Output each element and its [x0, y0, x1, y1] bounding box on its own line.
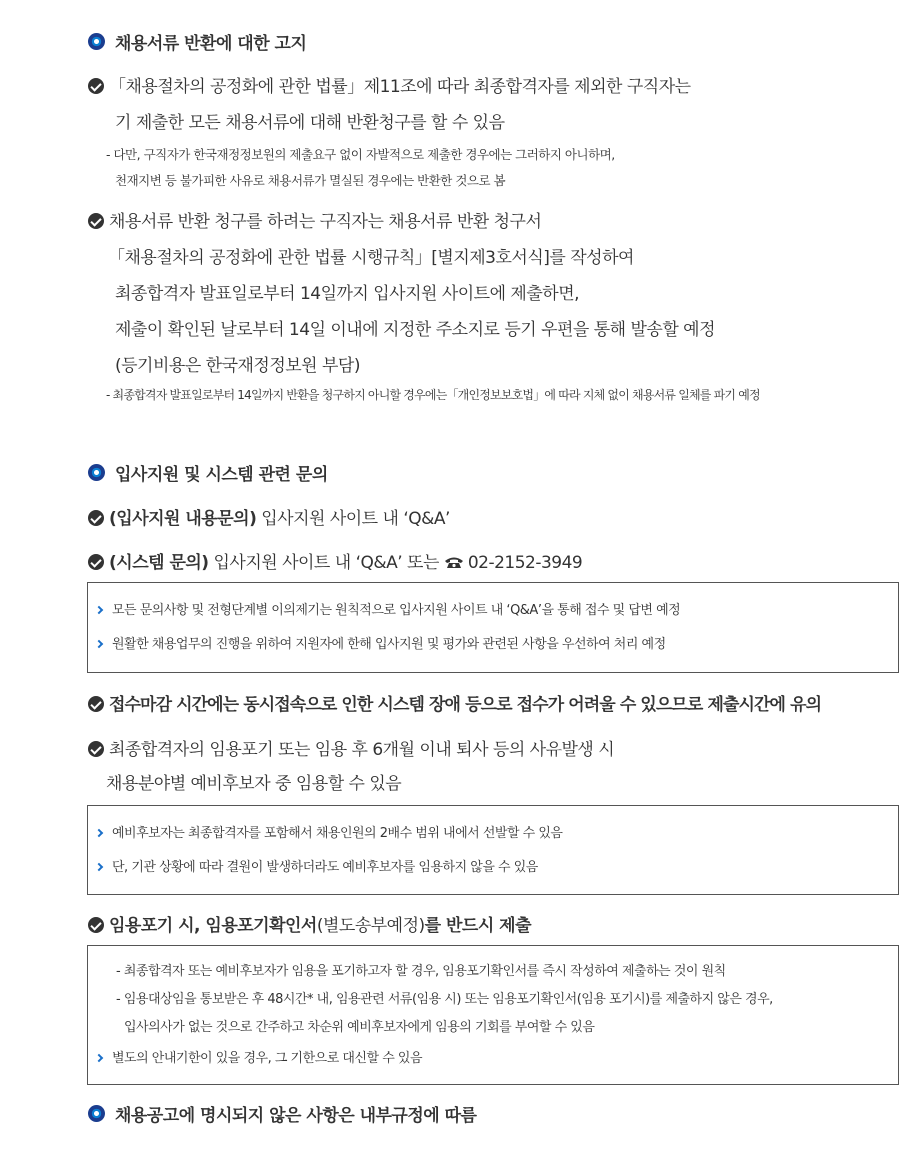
inquiry-content-line: (입사지원 내용문의) 입사지원 사이트 내 ‘Q&A’	[88, 504, 450, 529]
waiver-info-box	[87, 945, 899, 1085]
reserve-info-item-2: 단, 기관 상황에 따라 결원이 발생하더라도 예비후보자를 임용하지 않을 수 있음	[96, 856, 538, 875]
arrow-right-icon	[95, 640, 103, 648]
return-paragraph-2-line-1: 채용서류 반환 청구를 하려는 구직자는 채용서류 반환 청구서	[88, 207, 541, 232]
reserve-line-2: 채용분야별 예비후보자 중 임용할 수 있음	[106, 774, 402, 794]
return-paragraph-2-line-4: 제출이 확인된 날로부터 14일 이내에 지정한 주소지로 등기 우편을 통해 발송할 예정	[115, 320, 715, 340]
check-circle-icon	[88, 554, 104, 570]
return-paragraph-2-line-2: 「채용절차의 공정화에 관한 법률 시행규칙」[별지제3호서식]를 작성하여	[108, 248, 634, 268]
waiver-note-1: - 최종합격자 또는 예비후보자가 임용을 포기하고자 할 경우, 임용포기확인서를 즉시 작성하여 제출하는 것이 원칙	[116, 964, 726, 979]
reserve-info-item-1: 예비후보자는 최종합격자를 포함해서 채용인원의 2배수 범위 내에서 선발할 수 있음	[96, 822, 562, 841]
section-bullet-icon	[88, 1105, 105, 1122]
section-title-return-notice: 채용서류 반환에 대한 고지	[88, 29, 306, 54]
arrow-right-icon	[95, 829, 103, 837]
return-paragraph-1-line-1: 「채용절차의 공정화에 관한 법률」제11조에 따라 최종합격자를 제외한 구직자는	[88, 72, 691, 97]
check-circle-icon	[88, 917, 104, 933]
return-paragraph-2-line-3: 최종합격자 발표일로부터 14일까지 입사지원 사이트에 제출하면,	[115, 284, 580, 304]
return-paragraph-2-line-5: (등기비용은 한국재정정보원 부담)	[115, 356, 360, 376]
reserve-info-box	[87, 805, 899, 895]
return-destroy-note: - 최종합격자 발표일로부터 14일까지 반환을 청구하지 아니할 경우에는「개인정보보호법」에 따라 지체 없이 채용서류 일체를 파기 예정	[106, 388, 760, 402]
section-bullet-icon	[88, 33, 105, 50]
inquiry-info-box	[87, 582, 899, 673]
inquiry-info-item-1: 모든 문의사항 및 전형단계별 이의제기는 원칙적으로 입사지원 사이트 내 ‘Q&A’을 통해 접수 및 답변 예정	[96, 599, 680, 618]
waiver-arrow-item: 별도의 안내기한이 있을 경우, 그 기한으로 대신할 수 있음	[96, 1047, 422, 1066]
waiver-notice: 임용포기 시, 임용포기확인서(별도송부예정)를 반드시 제출	[88, 911, 531, 936]
check-circle-icon	[88, 510, 104, 526]
return-note-2: 천재지변 등 불가피한 사유로 채용서류가 멸실된 경우에는 반환한 것으로 봄	[115, 173, 506, 188]
inquiry-info-item-2: 원활한 채용업무의 진행을 위하여 지원자에 한해 입사지원 및 평가와 관련된 사항을 우선하여 처리 예정	[96, 633, 666, 652]
return-note-1: - 다만, 구직자가 한국재정정보원의 제출요구 없이 자발적으로 제출한 경우에는 그러하지 아니하며,	[106, 147, 615, 162]
reserve-line-1: 최종합격자의 임용포기 또는 임용 후 6개월 이내 퇴사 등의 사유발생 시	[88, 735, 614, 760]
waiver-note-2: - 임용대상임을 통보받은 후 48시간* 내, 임용관련 서류(임용 시) 또는 임용포기확인서(임용 포기시)를 제출하지 않은 경우,	[116, 992, 773, 1007]
check-circle-icon	[88, 78, 104, 94]
waiver-note-3: 입사의사가 없는 것으로 간주하고 차순위 예비후보자에게 임용의 기회를 부여할 수 있음	[124, 1020, 595, 1035]
section-title-internal-rules: 채용공고에 명시되지 않은 사항은 내부규정에 따름	[88, 1101, 476, 1126]
section-bullet-icon	[88, 464, 105, 481]
check-circle-icon	[88, 741, 104, 757]
arrow-right-icon	[95, 606, 103, 614]
inquiry-system-line: (시스템 문의) 입사지원 사이트 내 ‘Q&A’ 또는 02-2152-3949	[88, 548, 582, 573]
arrow-right-icon	[95, 1054, 103, 1062]
check-circle-icon	[88, 213, 104, 229]
deadline-notice: 접수마감 시간에는 동시접속으로 인한 시스템 장애 등으로 접수가 어려울 수 있으므로 제출시간에 유의	[88, 690, 821, 715]
check-circle-icon	[88, 696, 104, 712]
section-title-inquiry: 입사지원 및 시스템 관련 문의	[88, 460, 328, 485]
arrow-right-icon	[95, 863, 103, 871]
return-paragraph-1-line-2: 기 제출한 모든 채용서류에 대해 반환청구를 할 수 있음	[115, 113, 505, 133]
telephone-icon	[444, 556, 464, 569]
